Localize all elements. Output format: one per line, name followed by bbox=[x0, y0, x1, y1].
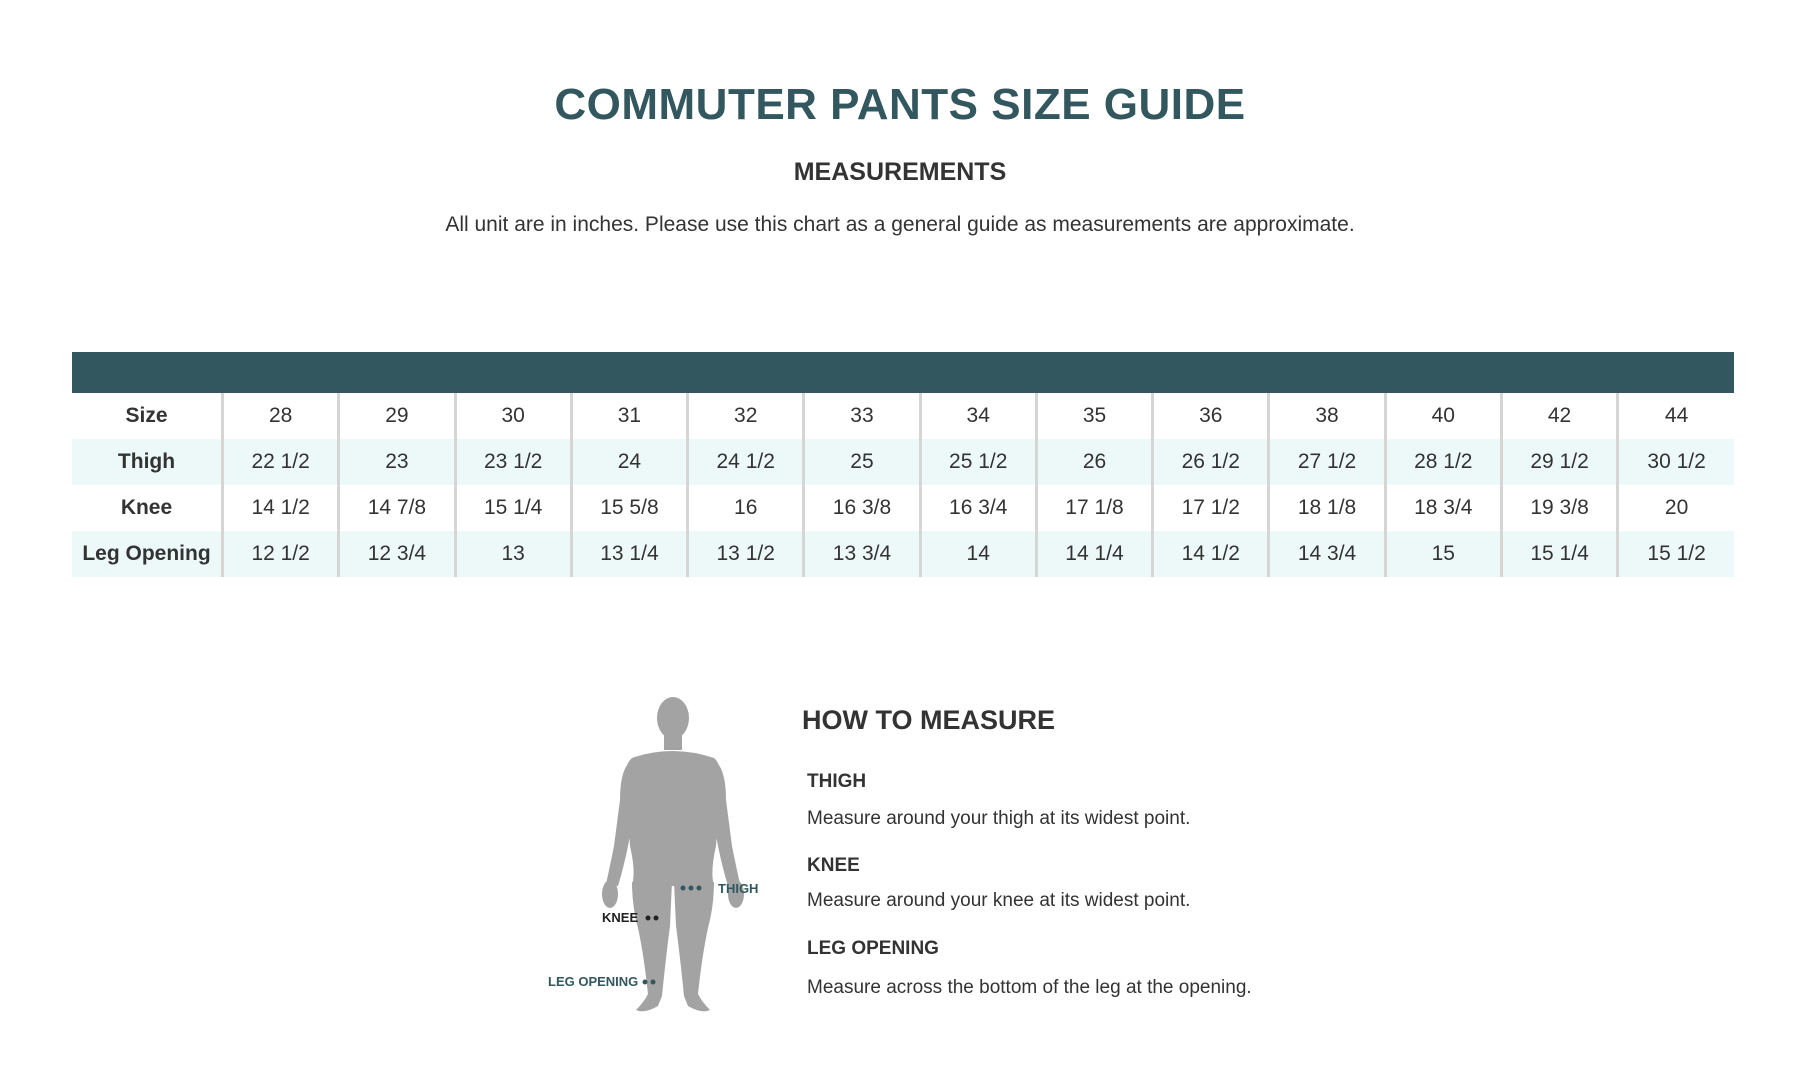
size-table-grid bbox=[72, 393, 1734, 577]
table-cell: 12 3/4 bbox=[339, 531, 455, 577]
table-cell: 23 bbox=[339, 439, 455, 485]
knee-instruction: Measure around your knee at its widest point. bbox=[807, 890, 1191, 911]
body-figure bbox=[540, 696, 780, 1026]
table-cell: 17 1/8 bbox=[1036, 485, 1152, 531]
table-cell: 14 1/4 bbox=[1036, 531, 1152, 577]
section-subtitle: MEASUREMENTS bbox=[793, 158, 1007, 186]
figure-label-leg-opening: LEG OPENING bbox=[548, 974, 639, 989]
table-cell: 30 bbox=[455, 393, 571, 439]
table-cell: 28 1/2 bbox=[1385, 439, 1501, 485]
table-cell: 13 bbox=[455, 531, 571, 577]
table-cell: 15 1/4 bbox=[455, 485, 571, 531]
size-table bbox=[72, 352, 1734, 577]
figure-label-thigh: THIGH bbox=[718, 881, 759, 896]
table-cell: 18 1/8 bbox=[1269, 485, 1385, 531]
row-label: Thigh bbox=[72, 439, 223, 485]
table-cell: 15 1/2 bbox=[1618, 531, 1734, 577]
table-row bbox=[72, 531, 1734, 577]
table-cell: 24 1/2 bbox=[688, 439, 804, 485]
table-cell: 20 bbox=[1618, 485, 1734, 531]
page-title: COMMUTER PANTS SIZE GUIDE bbox=[554, 80, 1246, 129]
knee-heading: KNEE bbox=[807, 855, 860, 876]
table-cell: 29 bbox=[339, 393, 455, 439]
thigh-instruction: Measure around your thigh at its widest point. bbox=[807, 808, 1191, 829]
table-cell: 31 bbox=[571, 393, 687, 439]
table-cell: 16 3/8 bbox=[804, 485, 920, 531]
table-cell: 14 1/2 bbox=[223, 485, 339, 531]
table-cell: 24 bbox=[571, 439, 687, 485]
table-cell: 25 bbox=[804, 439, 920, 485]
table-cell: 40 bbox=[1385, 393, 1501, 439]
table-cell: 23 1/2 bbox=[455, 439, 571, 485]
table-cell: 30 1/2 bbox=[1618, 439, 1734, 485]
row-label: Knee bbox=[120, 496, 173, 519]
table-cell: 27 1/2 bbox=[1269, 439, 1385, 485]
how-to-measure bbox=[802, 705, 1502, 998]
table-row bbox=[72, 439, 1734, 485]
table-cell: 17 1/2 bbox=[1153, 485, 1269, 531]
table-cell: 13 3/4 bbox=[804, 531, 920, 577]
table-cell: 15 1/4 bbox=[1501, 531, 1617, 577]
table-cell: 36 bbox=[1153, 393, 1269, 439]
table-cell: 25 1/2 bbox=[920, 439, 1036, 485]
table-cell: 29 1/2 bbox=[1501, 439, 1617, 485]
leg-opening-instruction: Measure across the bottom of the leg at the opening. bbox=[807, 977, 1252, 998]
table-cell: 44 bbox=[1618, 393, 1734, 439]
table-cell: 32 bbox=[688, 393, 804, 439]
table-cell: 19 3/8 bbox=[1501, 485, 1617, 531]
table-cell: 14 1/2 bbox=[1153, 531, 1269, 577]
thigh-heading: THIGH bbox=[807, 771, 867, 792]
row-label: Size bbox=[125, 404, 168, 427]
table-cell: 35 bbox=[1036, 393, 1152, 439]
table-cell: 28 bbox=[223, 393, 339, 439]
table-cell: 18 3/4 bbox=[1385, 485, 1501, 531]
table-cell: 14 7/8 bbox=[339, 485, 455, 531]
row-label: Leg Opening bbox=[72, 531, 223, 577]
table-cell: 13 1/4 bbox=[571, 531, 687, 577]
table-cell: 26 bbox=[1036, 439, 1152, 485]
table-cell: 13 1/2 bbox=[688, 531, 804, 577]
table-cell: 14 3/4 bbox=[1269, 531, 1385, 577]
table-cell: 34 bbox=[920, 393, 1036, 439]
table-cell: 12 1/2 bbox=[223, 531, 339, 577]
table-cell: 38 bbox=[1269, 393, 1385, 439]
figure-label-knee: KNEE bbox=[602, 910, 639, 925]
table-row bbox=[72, 485, 1734, 531]
table-cell: 14 bbox=[920, 531, 1036, 577]
table-cell: 42 bbox=[1501, 393, 1617, 439]
table-cell: 15 5/8 bbox=[571, 485, 687, 531]
table-row bbox=[72, 393, 1734, 439]
table-cell: 16 3/4 bbox=[920, 485, 1036, 531]
table-cell: 26 1/2 bbox=[1153, 439, 1269, 485]
how-to-measure-title: HOW TO MEASURE bbox=[802, 705, 1056, 735]
table-header-bar bbox=[72, 352, 1734, 393]
table-cell: 16 bbox=[688, 485, 804, 531]
leg-opening-heading: LEG OPENING bbox=[807, 938, 939, 959]
table-cell: 15 bbox=[1385, 531, 1501, 577]
table-cell: 22 1/2 bbox=[223, 439, 339, 485]
table-cell: 33 bbox=[804, 393, 920, 439]
units-note: All unit are in inches. Please use this chart as a general guide as measurements are approximate. bbox=[445, 213, 1355, 236]
